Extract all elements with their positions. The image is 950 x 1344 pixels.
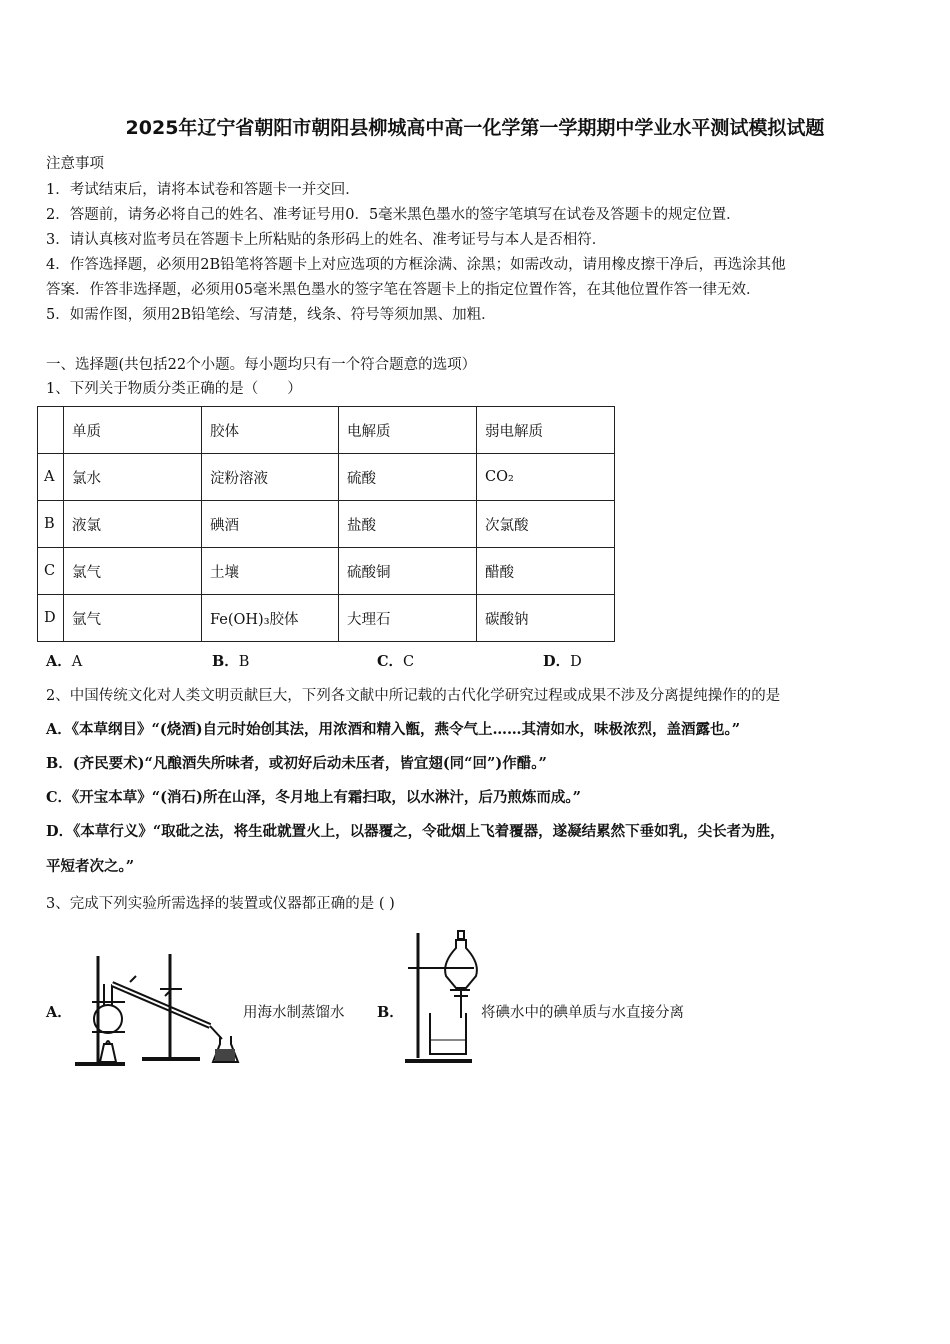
q2-option-d-cont: 平短者次之。” [46,858,135,875]
table-cell [38,407,64,454]
q2-option-d[interactable]: D．《本草行义》“取砒之法，将生砒就置火上，以器覆之，令砒烟上飞着覆器，遂凝结累然下垂如乳，尖长者为胜， [46,823,785,840]
option-text: B [238,654,250,670]
table-cell: B [38,501,64,548]
table-cell: 氩气 [64,595,202,642]
table-cell: 硫酸铜 [339,548,477,595]
option-text: A [71,654,83,670]
q3-option-a-text: 用海水制蒸馏水 [243,1005,345,1021]
table-row [38,454,615,501]
table-cell: 盐酸 [339,501,477,548]
q3-option-b-text: 将碘水中的碘单质与水直接分离 [481,1005,684,1021]
page-title: 2025年辽宁省朝阳市朝阳县柳城高中高一化学第一学期期中学业水平测试模拟试题 [125,117,825,139]
table-cell: A [38,454,64,501]
table-cell: 淀粉溶液 [202,454,339,501]
table-header: 单质 [64,407,202,454]
table-cell: 碘酒 [202,501,339,548]
notice-item: 3．请认真核对监考员在答题卡上所粘贴的条形码上的姓名、准考证号与本人是否相符． [46,232,607,248]
option-text: C [403,654,415,670]
section-heading: 一、选择题(共包括22个小题。每小题均只有一个符合题意的选项） [46,357,477,373]
option-text: D [570,654,582,670]
q1-table [37,406,615,642]
table-cell: 土壤 [202,548,339,595]
q2-option-b[interactable]: B．(齐民要术)“凡酿酒失所味者，或初好后动未压者，皆宜翅(同“回”)作醋。” [46,755,547,772]
table-cell: 硫酸 [339,454,477,501]
notice-heading: 注意事项 [46,156,104,172]
option-label: C． [377,653,404,670]
q1-stem: 1、下列关于物质分类正确的是（ ） [46,381,302,397]
table-cell: C [38,548,64,595]
notice-item: 1．考试结束后，请将本试卷和答题卡一并交回． [46,182,360,198]
notice-item: 2．答题前，请务必将自己的姓名、准考证号用0．5毫米黑色墨水的签字笔填写在试卷及答题卡的规定位置． [46,207,741,223]
q3-stem: 3、完成下列实验所需选择的装置或仪器都正确的是 ( ) [46,896,395,912]
table-cell: 碳酸钠 [477,595,615,642]
table-cell: 次氯酸 [477,501,615,548]
table-header: 弱电解质 [477,407,615,454]
table-row [38,501,615,548]
notice-item: 5．如需作图，须用2B铅笔绘、写清楚，线条、符号等须加黑、加粗． [46,307,496,323]
q1-option-d[interactable] [543,650,582,671]
table-cell: 大理石 [339,595,477,642]
notice-item: 答案．作答非选择题，必须用05毫米黑色墨水的签字笔在答题卡上的指定位置作答，在其他位置作答一律无效． [46,282,761,298]
table-header: 电解质 [339,407,477,454]
table-cell: 氯水 [64,454,202,501]
q2-option-c[interactable]: C．《开宝本草》“(消石)所在山泽，冬月地上有霜扫取，以水淋汁，后乃煎炼而成。” [46,789,581,806]
notice-item: 4．作答选择题，必须用2B铅笔将答题卡上对应选项的方框涂满、涂黑；如需改动，请用橡皮擦干净后，再选涂其他 [46,257,786,273]
table-cell: 醋酸 [477,548,615,595]
q3-option-b-label[interactable]: B． [377,1004,404,1021]
option-label: D． [543,653,571,670]
q3-option-a-label[interactable]: A． [46,1004,72,1021]
table-row [38,548,615,595]
q1-option-a[interactable] [46,650,82,671]
q1-option-b[interactable] [212,650,249,671]
table-cell: Fe(OH)₃胶体 [202,595,339,642]
option-label: A． [46,653,72,670]
separatory-funnel-figure [400,928,480,1068]
distillation-apparatus-figure [70,944,245,1069]
table-row [38,407,615,454]
table-header: 胶体 [202,407,339,454]
table-cell: CO₂ [477,454,615,501]
table-cell: 氯气 [64,548,202,595]
table-cell: 液氯 [64,501,202,548]
table-row [38,595,615,642]
table-cell: D [38,595,64,642]
q1-option-c[interactable] [377,650,414,671]
q2-option-a[interactable]: A．《本草纲目》“(烧酒)自元时始创其法，用浓酒和精入甑，燕令气上……其清如水，味极浓烈，盖酒露也。” [46,721,741,738]
q2-stem: 2、中国传统文化对人类文明贡献巨大，下列各文献中所记载的古代化学研究过程或成果不涉及分离提纯操作的的是 [46,688,781,704]
option-label: B． [212,653,239,670]
